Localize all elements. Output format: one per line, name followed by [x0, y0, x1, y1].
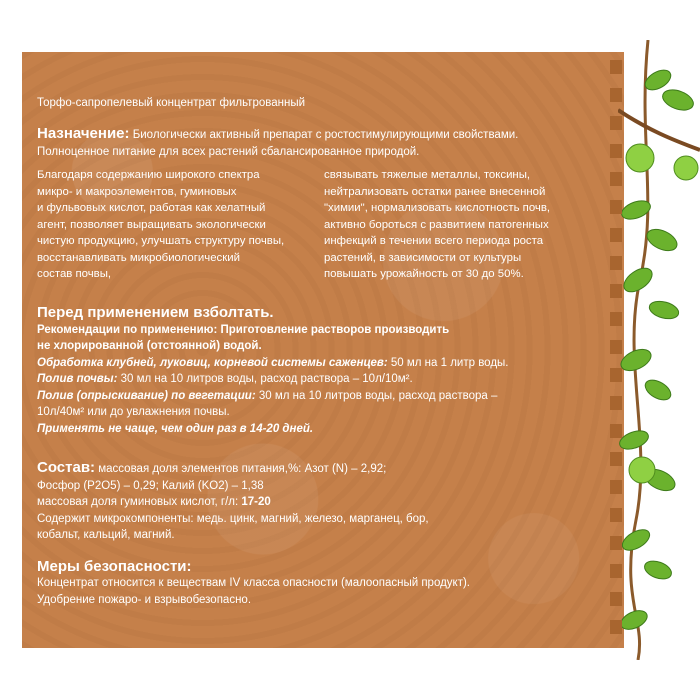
composition-line-5: кобальт, кальций, магний. — [37, 529, 175, 541]
composition-line-4: Содержит микрокомпоненты: медь. цинк, магний, железо, марганец, бор, — [37, 512, 429, 525]
humic-acid-value: 17-20 — [241, 496, 271, 508]
composition-line-3: массовая доля гуминовых кислот, г/л: — [37, 496, 242, 508]
benefits-right-column: связывать тяжелые металлы, токсины, нейтрализовать остатки ранее внесенной "химии", нормализовать кислотность почв, активно бороться с развитием патогенных инфекций в течении всего периода роста растений, в зависимости от культуры повышать урожайность от 30 до 50%. — [324, 169, 551, 280]
composition-line-1: массовая доля элементов питания,%: Азот (N) – 2,92; — [95, 463, 387, 475]
usage-recommendation-1: Рекомендации по применению: Приготовление растворов производить — [37, 323, 450, 336]
safety-line-2: Удобрение пожаро- и взрывобезопасно. — [37, 594, 252, 606]
product-subtitle: Торфо-сапропелевый концентрат фильтрованный — [37, 97, 306, 109]
usage-item-3-text-2: 10л/40м² или до увлажнения почвы. — [37, 406, 230, 418]
purpose-text-2: Полноценное питание для всех растений сбалансированное природой. — [37, 146, 420, 158]
safety-section — [37, 558, 597, 609]
usage-item-2-label: Полив почвы: — [37, 373, 118, 385]
composition-heading: Состав: — [37, 459, 96, 476]
apple-branch-decoration — [618, 40, 700, 660]
usage-heading: Перед применением взболтать. — [37, 304, 274, 321]
usage-item-1-text: 50 мл на 1 литр воды. — [387, 356, 509, 369]
purpose-text-1: Биологически активный препарат с ростостимулирующими свойствами. — [129, 129, 519, 141]
usage-item-3-label: Полив (опрыскивание) по вегетации: — [37, 389, 256, 402]
benefits-left-column: Благодаря содержанию широкого спектра микро- и макроэлементов, гуминовых и фульвовых кислот, работая как хелатный агент, позволяет выращивать экологически чистую продукцию, улучшать структуру почвы, восстанавливать микробиологический состав почвы, — [37, 169, 285, 280]
composition-line-2: Фосфор (P2O5) – 0,29; Калий (KO2) – 1,38 — [37, 479, 264, 492]
purpose-section — [37, 125, 518, 161]
safety-line-1: Концентрат относится к веществам IV класса опасности (малоопасный продукт). — [37, 577, 471, 589]
usage-item-1-label: Обработка клубней, луковиц, корневой системы саженцев: — [37, 356, 388, 369]
usage-item-3-text: 30 мл на 10 литров воды, расход раствора – — [255, 389, 498, 402]
usage-warning: Применять не чаще, чем один раз в 14-20 дней. — [37, 422, 314, 435]
composition-section — [37, 460, 597, 544]
safety-heading: Меры безопасности: — [37, 558, 192, 575]
usage-section — [37, 305, 597, 437]
purpose-heading: Назначение: — [37, 125, 130, 142]
usage-item-2-text: 30 мл на 10 литров воды, расход раствора – 10л/10м². — [117, 373, 413, 385]
usage-recommendation-2: не хлорированной (отстоянной) водой. — [37, 340, 262, 352]
